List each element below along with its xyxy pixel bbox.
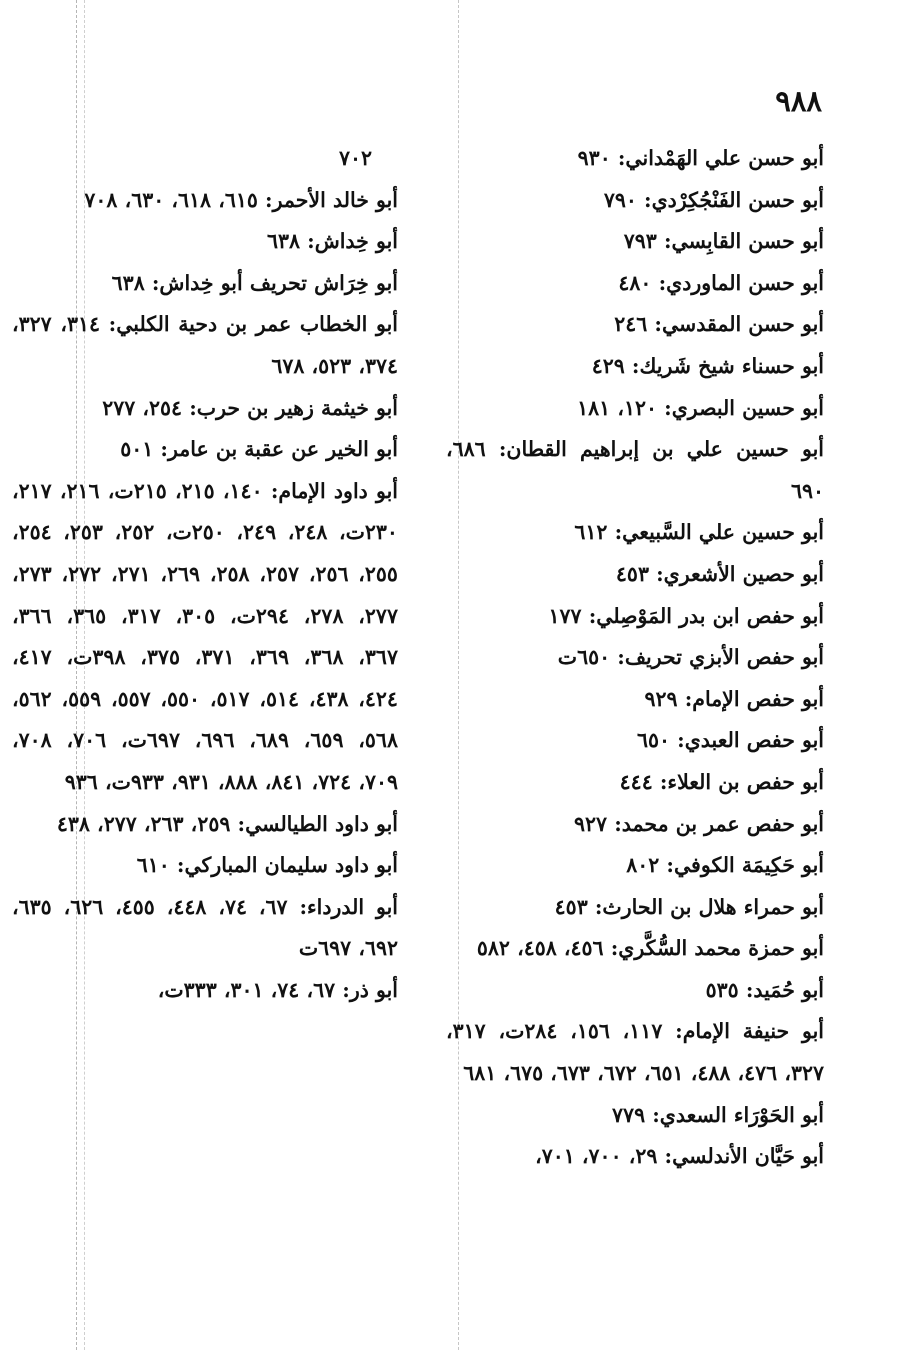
index-entry: أبو حُمَيد: ٥٣٥ bbox=[705, 977, 824, 1002]
index-entry: أبو خِرَاش تحريف أبو خِداش: ٦٣٨ bbox=[111, 270, 398, 295]
index-entry: أبو الخطاب عمر بن دحية الكلبي: ٣١٤، ٣٢٧، ٣٧٤، ٥٢٣، ٦٧٨ bbox=[12, 312, 399, 378]
index-entry: أبو حسناء شيخ شَريك: ٤٢٩ bbox=[591, 353, 824, 378]
index-entry-continuation: ٧٠٢ bbox=[338, 146, 372, 170]
index-entry: أبو حفص الأبزي تحريف: ٦٥٠ت bbox=[557, 645, 824, 670]
index-entry: أبو حصين الأشعري: ٤٥٣ bbox=[615, 561, 824, 586]
index-entry: أبو حسن المقدسي: ٢٤٦ bbox=[614, 312, 824, 337]
index-entry: أبو خالد الأحمر: ٦١٥، ٦١٨، ٦٣٠، ٧٠٨ bbox=[84, 187, 398, 212]
index-entry: أبو ذر: ٦٧، ٧٤، ٣٠١، ٣٣٣ت، bbox=[157, 977, 398, 1002]
index-column-right bbox=[446, 138, 824, 1178]
index-entry: أبو حفص ابن بدر المَوْصِلي: ١٧٧ bbox=[548, 603, 824, 628]
index-entry: أبو داود سليمان المباركي: ٦١٠ bbox=[136, 853, 398, 878]
index-entry: أبو حسين البصري: ١٢٠، ١٨١ bbox=[577, 395, 824, 420]
index-entry: أبو حسن علي الهَمْداني: ٩٣٠ bbox=[577, 146, 824, 170]
index-entry: أبو حسين علي السَّبيعي: ٦١٢ bbox=[574, 520, 824, 545]
page-number: ٩٨٨ bbox=[775, 84, 822, 118]
index-entry: أبو الحَوْرَاء السعدي: ٧٧٩ bbox=[612, 1102, 824, 1127]
index-entry: أبو حمزة محمد السُّكَّري: ٤٥٦، ٤٥٨، ٥٨٢ bbox=[476, 936, 824, 961]
index-entry: أبو الخير عن عقبة بن عامر: ٥٠١ bbox=[120, 437, 398, 462]
index-entry: أبو داود الطيالسي: ٢٥٩، ٢٦٣، ٢٧٧، ٤٣٨ bbox=[56, 811, 398, 836]
index-entry: أبو حفص بن العلاء: ٤٤٤ bbox=[619, 769, 824, 794]
index-entry: أبو الدرداء: ٦٧، ٧٤، ٤٤٨، ٤٥٥، ٦٢٦، ٦٣٥، ٦٩٢، ٦٩٧ت bbox=[12, 894, 398, 961]
index-entry: أبو خيثمة زهير بن حرب: ٢٥٤، ٢٧٧ bbox=[102, 395, 398, 420]
index-entry: أبو حنيفة الإمام: ١١٧، ١٥٦، ٢٨٤ت، ٣١٧، ٣٢٧، ٤٧٦، ٤٨٨، ٦٥١، ٦٧٢، ٦٧٣، ٦٧٥، ٦٨١ bbox=[446, 1019, 824, 1086]
index-entry: أبو حسن القابِسي: ٧٩٣ bbox=[623, 229, 824, 254]
index-entry: أبو حَيَّان الأندلسي: ٢٩، ٧٠٠، ٧٠١، bbox=[535, 1144, 824, 1169]
index-entry: أبو حسن الماوردي: ٤٨٠ bbox=[618, 270, 824, 295]
index-entry: أبو حفص عمر بن محمد: ٩٢٧ bbox=[574, 811, 824, 836]
index-entry: أبو حسن الفَنْجُكِرْدي: ٧٩٠ bbox=[603, 187, 824, 212]
index-entry: أبو حفص الإمام: ٩٢٩ bbox=[644, 686, 824, 711]
index-column-left bbox=[12, 138, 398, 1011]
index-entry: أبو حَكِيمَة الكوفي: ٨٠٢ bbox=[626, 853, 824, 878]
index-entry: أبو داود الإمام: ١٤٠، ٢١٥، ٢١٥ت، ٢١٦، ٢١٧، ٢٣٠ت، ٢٤٨، ٢٤٩، ٢٥٠ت، ٢٥٢، ٢٥٣، ٢٥٤، ٢٥٥، ٢٥٦، ٢٥٧، ٢٥٨، ٢٦٩، ٢٧١، ٢٧٢، ٢٧٣، ٢٧٧، ٢٧٨، ٢٩٤ت، ٣٠٥، ٣١٧، ٣٦٥، ٣٦٦، ٣٦٧، ٣٦٨، ٣٦٩، ٣٧١، ٣٧٥، ٣٩٨ت، ٤١٧، ٤٢٤، ٤٣٨، ٥١٤، ٥١٧، ٥٥٠، ٥٥٧، ٥٥٩، ٥٦٢، ٥٦٨، ٦٥٩، ٦٨٩، ٦٩٦، ٦٩٧ت، ٧٠٦، ٧٠٨، ٧٠٩، ٧٢٤، ٨٤١، ٨٨٨، ٩٣١، ٩٣٣ت، ٩٣٦ bbox=[12, 478, 398, 794]
index-entry: أبو حفص العبدي: ٦٥٠ bbox=[637, 728, 824, 753]
index-entry: أبو حمراء هلال بن الحارث: ٤٥٣ bbox=[554, 894, 824, 919]
index-entry: أبو خِداش: ٦٣٨ bbox=[266, 229, 398, 254]
index-entry: أبو حسين علي بن إبراهيم القطان: ٦٨٦، ٦٩٠ bbox=[446, 437, 824, 503]
